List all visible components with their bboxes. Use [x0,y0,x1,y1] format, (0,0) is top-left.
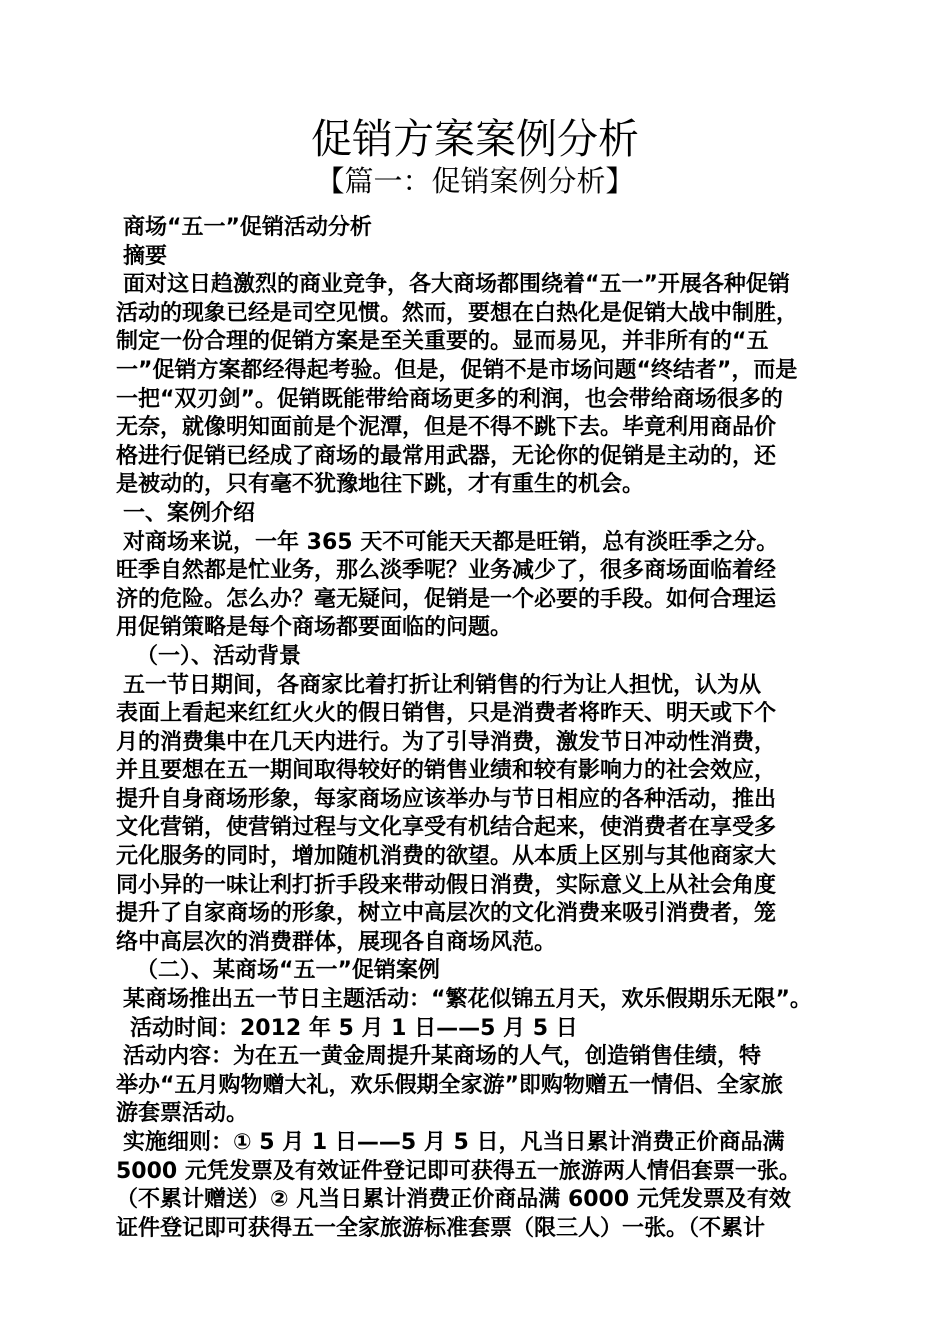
paragraph-line: 举办“五月购物赠大礼，欢乐假期全家游”即购物赠五一情侣、全家旅 [116,1072,783,1098]
paragraph-line: 制定一份合理的促销方案是至关重要的。显而易见，并非所有的“五 [116,329,769,355]
paragraph-line: 同小异的一味让利打折手段来带动假日消费，实际意义上从社会角度 [116,872,777,898]
paragraph-line: 对商场来说，一年 365 天不可能天天都是旺销，总有淡旺季之分。 [123,529,779,555]
paragraph-line: 5000 元凭发票及有效证件登记即可获得五一旅游两人情侣套票一张。 [116,1158,801,1184]
document-subtitle: 【篇一：促销案例分析】 [315,164,635,198]
paragraph-line: 某商场推出五一节日主题活动：“繁花似锦五月天，欢乐假期乐无限”。 [123,987,812,1013]
paragraph-line: 提升了自家商场的形象，树立中高层次的文化消费来吸引消费者，笼 [116,901,777,927]
section-heading: 商场“五一”促销活动分析 [123,215,372,240]
paragraph-line: 文化营销，使营销过程与文化享受有机结合起来，使消费者在享受多 [116,815,777,841]
paragraph-line: 游套票活动。 [116,1101,249,1127]
subsection-heading: （二）、某商场“五一”促销案例 [136,958,440,984]
section-heading: 一、案例介绍 [123,500,256,526]
paragraph-line: 月的消费集中在几天内进行。为了引导消费，激发节日冲动性消费， [116,729,777,755]
paragraph-line: 活动内容：为在五一黄金周提升某商场的人气，创造销售佳绩，特 [123,1044,762,1070]
paragraph-line: 五一节日期间，各商家比着打折让利销售的行为让人担忧，认为从 [123,672,762,698]
paragraph-line: （不累计赠送）② 凡当日累计消费正价商品满 6000 元凭发票及有效 [116,1187,791,1213]
paragraph-line: 证件登记即可获得五一全家旅游标准套票（限三人）一张。（不累计 [116,1215,766,1241]
paragraph-line: 格进行促销已经成了商场的最常用武器，无论你的促销是主动的，还 [116,443,777,469]
paragraph-line: 活动的现象已经是司空见惯。然而，要想在白热化是促销大战中制胜， [116,300,799,326]
paragraph-line: 提升自身商场形象，每家商场应该举办与节日相应的各种活动，推出 [116,786,777,812]
paragraph-line: 济的危险。怎么办？毫无疑问，促销是一个必要的手段。如何合理运 [116,586,777,612]
paragraph-line: 旺季自然都是忙业务，那么淡季呢？业务减少了，很多商场面临着经 [116,558,777,584]
paragraph-line: 无奈，就像明知面前是个泥潭，但是不得不跳下去。毕竟利用商品价 [116,415,777,441]
paragraph-line: 是被动的，只有毫不犹豫地往下跳，才有重生的机会。 [116,472,645,498]
paragraph-line: 一”促销方案都经得起考验。但是，促销不是市场问题“终结者”，而是 [116,357,798,383]
subsection-heading: （一）、活动背景 [136,643,302,669]
paragraph-line: 用促销策略是每个商场都要面临的问题。 [116,615,513,641]
paragraph-line: 一把“双刃剑”。促销既能带给商场更多的利润，也会带给商场很多的 [116,386,783,412]
paragraph-line: 表面上看起来红红火火的假日销售，只是消费者将昨天、明天或下个 [116,701,777,727]
abstract-heading: 摘要 [123,243,168,269]
paragraph-line: 实施细则：① 5 月 1 日——5 月 5 日，凡当日累计消费正价商品满 [123,1130,785,1155]
paragraph-line: 络中高层次的消费群体，展现各自商场风范。 [116,929,557,955]
paragraph-line: 并且要想在五一期间取得较好的销售业绩和较有影响力的社会效应， [116,758,777,784]
paragraph-line: 元化服务的同时，增加随机消费的欲望。从本质上区别与其他商家大 [116,844,777,870]
paragraph-line: 活动时间：2012 年 5 月 1 日——5 月 5 日 [130,1015,578,1041]
document-title: 促销方案案例分析 [311,115,639,163]
document-body [116,214,844,1243]
paragraph-line: 面对这日趋激烈的商业竞争，各大商场都围绕着“五一”开展各种促销 [123,272,790,298]
